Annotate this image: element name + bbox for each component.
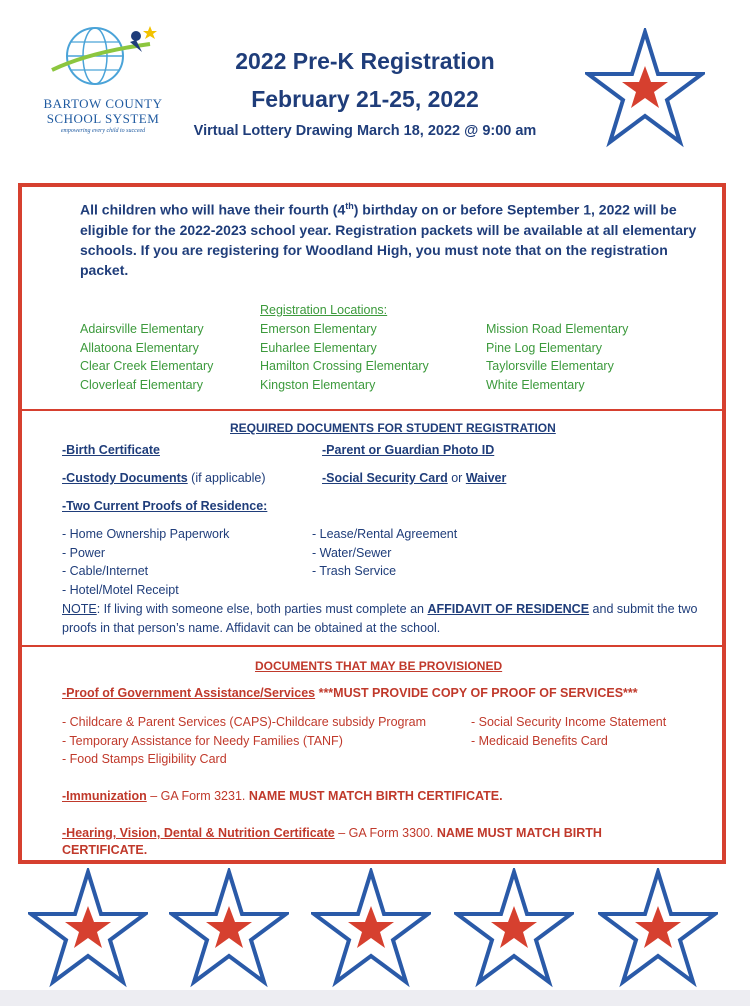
custody-docs-item: -Custody Documents (if applicable) [62, 471, 266, 485]
locations-column-1 [80, 320, 213, 394]
location-item: Hamilton Crossing Elementary [260, 359, 429, 373]
location-item: Clear Creek Elementary [80, 359, 214, 373]
star-icon [169, 868, 289, 988]
list-item: - Food Stamps Eligibility Card [62, 752, 227, 766]
assistance-list-left [62, 713, 426, 769]
registration-dates: February 21-25, 2022 [251, 86, 479, 112]
location-item: Cloverleaf Elementary [80, 377, 203, 392]
footer-strip [0, 990, 750, 1006]
list-item: - Hotel/Motel Receipt [62, 582, 179, 597]
list-item: - Childcare & Parent Services (CAPS)-Childcare subsidy Program [62, 715, 427, 729]
immunization-item: -Immunization – GA Form 3231. NAME MUST MATCH BIRTH CERTIFICATE. [62, 789, 503, 803]
eligibility-paragraph: All children who will have their fourth (4th) birthday on or before September 1, 2022 will be eligible for the 2022-2023 school year. Registration packets will be available at all elementary schools. If you are registering for Woodland High, you must note that on the registration packet. [80, 201, 697, 278]
parent-id-item: -Parent or Guardian Photo ID [322, 443, 495, 457]
page-title: 2022 Pre-K Registration [235, 48, 495, 74]
location-item: White Elementary [486, 377, 585, 392]
star-icon [454, 868, 574, 988]
location-item: Euharlee Elementary [260, 340, 377, 355]
locations-heading: Registration Locations: [260, 303, 388, 317]
section-divider [22, 409, 722, 411]
star-icon [28, 868, 148, 988]
location-item: Adairsville Elementary [80, 322, 204, 336]
lottery-info: Virtual Lottery Drawing March 18, 2022 @ 9:00 am [193, 123, 537, 139]
proofs-list-left [62, 525, 229, 599]
list-item: - Temporary Assistance for Needy Families (TANF) [62, 733, 343, 748]
star-icon [585, 28, 705, 148]
hearing-vision-item: -Hearing, Vision, Dental & Nutrition Certificate – GA Form 3300. NAME MUST MATCH BIRTH CERTIFICATE. [62, 826, 602, 857]
gov-assistance-item: -Proof of Government Assistance/Services ***MUST PROVIDE COPY OF PROOF OF SERVICES*** [62, 686, 638, 700]
required-docs-heading: REQUIRED DOCUMENTS FOR STUDENT REGISTRATION [230, 421, 556, 435]
globe-icon [50, 22, 160, 94]
ssn-card-item: -Social Security Card or Waiver [322, 471, 507, 485]
location-item: Kingston Elementary [260, 377, 376, 392]
star-icon [598, 868, 718, 988]
location-item: Mission Road Elementary [486, 322, 629, 336]
logo-tagline: empowering every child to succeed [60, 128, 146, 134]
list-item: - Social Security Income Statement [471, 715, 667, 729]
logo-line1: BARTOW COUNTY [43, 96, 163, 111]
proofs-list-right [312, 525, 457, 581]
star-icon [311, 868, 431, 988]
locations-column-2 [260, 320, 429, 394]
location-item: Allatoona Elementary [80, 340, 199, 355]
provisioned-docs-heading: DOCUMENTS THAT MAY BE PROVISIONED [255, 659, 503, 673]
residence-note: NOTE: If living with someone else, both parties must complete an AFFIDAVIT OF RESIDENCE and submit the two proofs in that person’s name. Affidavit can be obtained at the school. [62, 602, 698, 635]
list-item: - Medicaid Benefits Card [471, 733, 608, 748]
list-item: - Lease/Rental Agreement [312, 527, 458, 541]
list-item: - Power [62, 545, 106, 560]
list-item: - Cable/Internet [62, 564, 149, 578]
location-item: Taylorsville Elementary [486, 359, 614, 373]
location-item: Emerson Elementary [260, 322, 377, 336]
logo-line2: SCHOOL SYSTEM [46, 111, 160, 126]
list-item: - Water/Sewer [312, 545, 392, 560]
location-item: Pine Log Elementary [486, 340, 603, 355]
section-divider [22, 645, 722, 647]
list-item: - Home Ownership Paperwork [62, 527, 230, 541]
district-logo [28, 22, 178, 132]
assistance-list-right [471, 713, 666, 750]
proofs-heading: -Two Current Proofs of Residence: [62, 499, 268, 513]
birth-certificate-item: -Birth Certificate [62, 443, 160, 457]
list-item: - Trash Service [312, 564, 397, 578]
locations-column-3 [486, 320, 628, 394]
